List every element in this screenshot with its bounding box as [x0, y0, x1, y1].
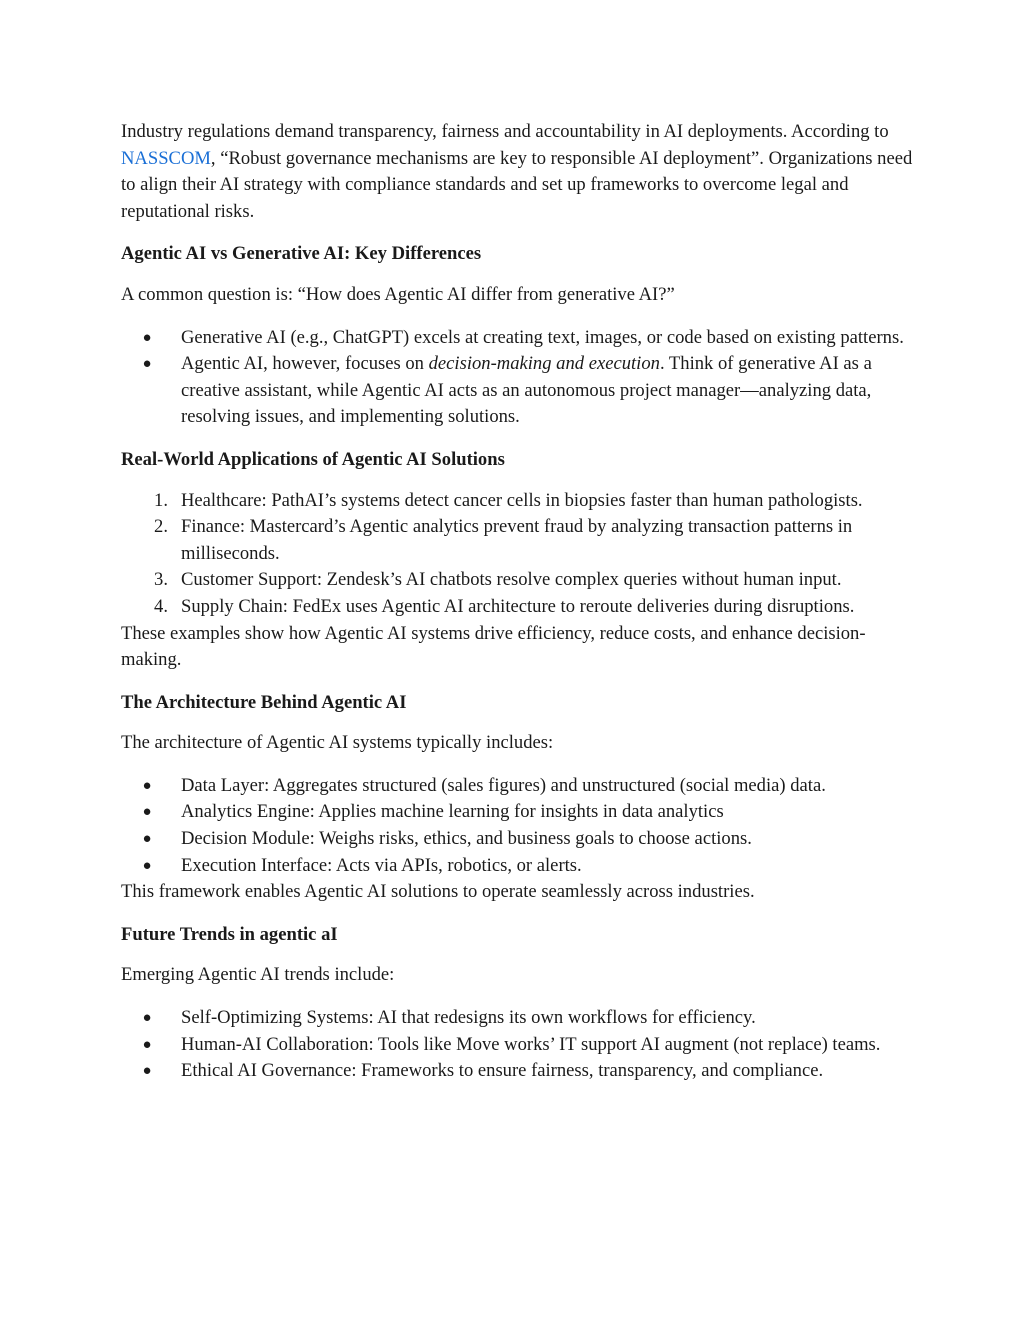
- list-item: [121, 325, 914, 352]
- list-number: 1.: [154, 489, 168, 511]
- section-heading-trends: Future Trends in agentic aI: [121, 923, 338, 945]
- list-item-text: Analytics Engine: Applies machine learning for insights in data analytics: [181, 801, 724, 823]
- bullet-icon: ●: [142, 804, 152, 821]
- applications-closing: These examples show how Agentic AI systems drive efficiency, reduce costs, and enhance decision-making.: [121, 622, 866, 671]
- list-item: [121, 773, 914, 800]
- list-item-text-post: . Think of generative AI as a creative assistant, while Agentic AI acts as an autonomous project manager—analyzing data, resolving issues, and implementing solutions.: [181, 353, 872, 428]
- list-item: [121, 1005, 914, 1032]
- architecture-lead: The architecture of Agentic AI systems typically includes:: [121, 732, 554, 754]
- nasscom-link[interactable]: NASSCOM: [121, 147, 211, 169]
- bullet-icon: ●: [142, 1010, 152, 1027]
- list-item: [121, 514, 914, 567]
- bullet-icon: ●: [142, 356, 152, 373]
- list-item-text: Decision Module: Weighs risks, ethics, and business goals to choose actions.: [181, 828, 752, 850]
- list-item-text-pre: Agentic AI, however, focuses on: [181, 353, 429, 375]
- bullet-icon: ●: [142, 1036, 152, 1053]
- trends-list: [121, 1005, 914, 1085]
- list-item-emphasis: decision-making and execution: [428, 353, 660, 375]
- list-item-text: Self-Optimizing Systems: AI that redesigns its own workflows for efficiency.: [181, 1007, 756, 1029]
- bullet-icon: ●: [142, 831, 152, 848]
- list-item: [121, 799, 914, 826]
- bullet-icon: ●: [142, 857, 152, 874]
- list-item-text: Supply Chain: FedEx uses Agentic AI architecture to reroute deliveries during disruptions.: [181, 595, 855, 617]
- differences-lead: A common question is: “How does Agentic AI differ from generative AI?”: [121, 283, 675, 305]
- list-item: [121, 1032, 914, 1059]
- section-heading-differences: Agentic AI vs Generative AI: Key Differences: [121, 243, 482, 265]
- list-number: 3.: [154, 569, 168, 591]
- list-item: [121, 488, 914, 515]
- applications-list: [121, 488, 914, 621]
- list-number: 4.: [154, 595, 168, 617]
- bullet-icon: ●: [142, 777, 152, 794]
- list-item-text: Execution Interface: Acts via APIs, robotics, or alerts.: [181, 854, 582, 876]
- intro-paragraph: [121, 119, 914, 225]
- section-heading-applications: Real-World Applications of Agentic AI Solutions: [121, 448, 505, 470]
- bullet-icon: ●: [142, 329, 152, 346]
- architecture-list: [121, 773, 914, 879]
- bullet-icon: ●: [142, 1063, 152, 1080]
- list-item-text: Human-AI Collaboration: Tools like Move works’ IT support AI augment (not replace) teams.: [181, 1033, 881, 1055]
- intro-text-1: Industry regulations demand transparency, fairness and accountability in AI deployments. According to: [121, 121, 889, 142]
- list-item-text: Finance: Mastercard’s Agentic analytics prevent fraud by analyzing transaction patterns in milliseconds.: [181, 516, 853, 564]
- list-item: [121, 853, 914, 880]
- architecture-closing: This framework enables Agentic AI solutions to operate seamlessly across industries.: [121, 881, 755, 903]
- list-item: [121, 826, 914, 853]
- list-item-text: Healthcare: PathAI’s systems detect cancer cells in biopsies faster than human pathologists.: [181, 489, 863, 511]
- list-item-text: Customer Support: Zendesk’s AI chatbots resolve complex queries without human input.: [181, 569, 842, 591]
- list-item-text: Data Layer: Aggregates structured (sales figures) and unstructured (social media) data.: [181, 774, 826, 796]
- differences-list: [121, 325, 914, 431]
- list-item: [121, 351, 914, 431]
- intro-text-2: , “Robust governance mechanisms are key to responsible AI deployment”. Organizations need to align their AI strategy with compliance standards and set up frameworks to overcome legal and reputational risks.: [121, 147, 913, 222]
- list-item: [121, 567, 914, 594]
- list-number: 2.: [154, 516, 168, 538]
- section-heading-architecture: The Architecture Behind Agentic AI: [121, 691, 407, 713]
- list-item-text: Ethical AI Governance: Frameworks to ensure fairness, transparency, and compliance.: [181, 1060, 824, 1082]
- list-item-text: Generative AI (e.g., ChatGPT) excels at creating text, images, or code based on existing patterns.: [181, 326, 904, 348]
- list-item: [121, 594, 914, 621]
- trends-lead: Emerging Agentic AI trends include:: [121, 964, 395, 986]
- list-item: [121, 1058, 914, 1085]
